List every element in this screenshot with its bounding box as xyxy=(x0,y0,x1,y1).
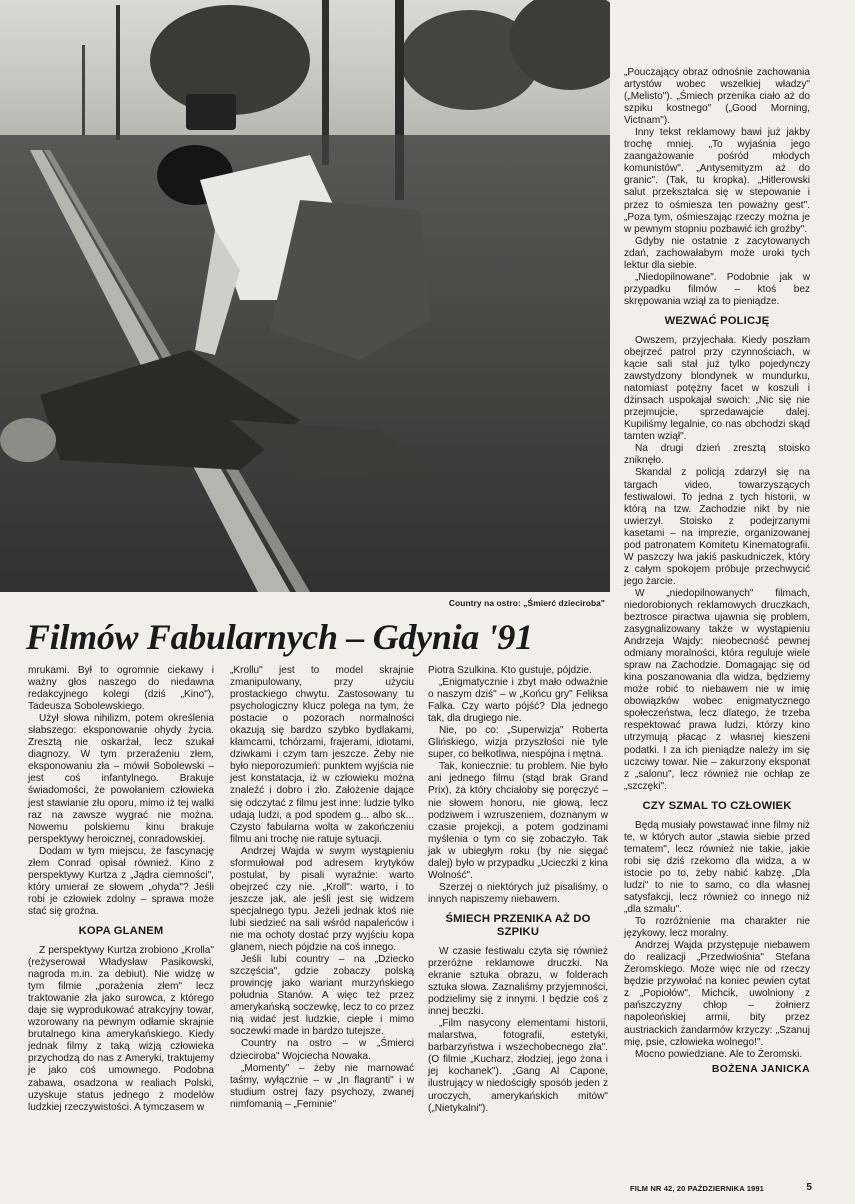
paragraph: Country na ostro – w „Śmierci dzieciroba" Wojciecha Nowaka. xyxy=(230,1038,414,1062)
paragraph: To rozróżnienie ma charakter nie językowy, lecz moralny. xyxy=(624,916,810,940)
article-photo xyxy=(0,0,610,592)
paragraph: Mocno powiedziane. Ale to Żeromski. xyxy=(635,1048,803,1060)
photo-caption: Country na ostro: „Śmierć dzieciroba" xyxy=(448,598,605,608)
section-heading: KOPA GLANEM xyxy=(78,924,164,937)
issue-info: FILM NR 42, 20 PAŹDZIERNIKA 1991 xyxy=(630,1184,765,1193)
paragraph: mrukami. Był to ogromnie ciekawy i ważny głos naszego do niedawna redakcyjnego kolegi (dziś „Kino"), Tadeusza Sobolewskiego. xyxy=(28,665,214,713)
paragraph: Inny tekst reklamowy bawi już jakby trochę mniej. „To wyjaśnia jego zaangażowanie pośród młodych komunistów". „Antysemityzm aż do granic". (Tak, tu kropka). „Hitlerowski salut przekształca się w stepowanie i przez to ośmiesza ten poważny gest". „Poza tym, ośmieszając rzeczy można je w pewnym stopniu pozbawić ich groźby". xyxy=(624,127,810,235)
paragraph: Będą musiały powstawać inne filmy niż te, w których autor „stawia siebie przed tematem", lecz również nie takie, jakie robi się dziś rzekomo dla widza, a w istocie po to, żeby nabić kabzę. „Dla ludzi" to nie to samo, co dla własnej satysfakcji, lecz również co innego niż „dla szmalu". xyxy=(624,819,810,916)
paragraph: „Pouczający obraz odnośnie zachowania artystów wobec wszelkiej władzy" („Melisto"). „Śmiech przenika ciało aż do szpiku kostnego" („Good Morning, Victnam"). xyxy=(624,67,810,127)
paragraph: „Niedopilnowane". Podobnie jak w przypadku filmów – ktoś bez skrępowania wziął za to pieniądze. xyxy=(624,271,810,307)
paragraph: „Enigmatycznie i zbyt mało odważnie o naszym dziś" – w „Końcu gry" Feliksa Falka. Czy warto pójść? Dla jednego tak, dla drugiego nie. xyxy=(428,677,608,725)
paragraph: Andrzej Wajda przystępuje niebawem do realizacji „Przedwiośnia" Stefana Żeromskiego. Może więc nie od rzeczy będzie przywołać na koniec pewien cytat z „Popiołów". Michcik, uwolniony z pańszczyzny chłop – żołnierz napoleońskiej armii, bity przez austriackich żandarmów krzyczy: „Szanuj mię, psie, człowieka wolnego!". xyxy=(624,940,810,1048)
paragraph: Nie, po co: „Superwizja" Roberta Glińskiego, wizja przyszłości nie tyle super, co bełkotliwa, niespójna i mętna. xyxy=(428,725,608,761)
paragraph: Z perspektywy Kurtza zrobiono „Krolla" (reżyserował Władysław Pasikowski, nagroda m.in. za debiut). Nie widzę w tym filmie „porażenia złem" lecz traktowanie zła jako surowca, z którego daje się wyprodukować atrakcyjny towar, wzorowany na pewnym odłamie skrajnie brutalnego kina amerykańskiego. Kiedy jednak filmy z taką wizją człowieka przychodzą do nas z Ameryki, traktujemy je jako coś umownego. Podobna zabawa, osadzona w realiach Polski, uzyskuje status jednego z modelów ludzkiej rzeczywistości. A tymczasem w xyxy=(28,944,214,1113)
article-column-3 xyxy=(428,665,608,1115)
page-footer xyxy=(630,1184,812,1193)
paragraph: Piotra Szulkina. Kto gustuje, pójdzie. xyxy=(428,665,592,676)
section-heading: ŚMIECH PRZENIKA AŻ DO SZPIKU xyxy=(445,912,591,938)
article-column-2 xyxy=(230,665,414,1111)
paragraph: Gdyby nie ostatnie z zacytowanych zdań, zachowałabym może uroki tych lektur dla siebie. xyxy=(624,235,810,271)
article-column-4 xyxy=(624,67,810,1076)
paragraph: Szerzej o niektórych już pisaliśmy, o innych napiszemy niebawem. xyxy=(428,881,608,905)
paragraph: „Film nasycony elementami historii, malarstwa, fotografii, estetyki, barbarzyństwa i wszechobecnego zła". (O filmie „Kucharz, złodziej, jego żona i jej kochanek"). „Gang Al Capone, ilustrujący w niedościgły sposób jeden z uroczych, amerykańskich mitów" („Nietykalni"). xyxy=(428,1018,608,1114)
paragraph: Jeśli lubi country – na „Dziecko szczęścia", gdzie zobaczy polską prowincję jako wariant murzyńskiego południa Stanów. A więc też przez amerykańską soczewkę, lecz to co przez nią widać jest ludzkie, ciepłe i mimo soczewki made in bardzo tutejsze. xyxy=(230,954,414,1038)
article-column-1 xyxy=(28,665,214,1114)
article-headline: Filmów Fabularnych – Gdynia '91 xyxy=(26,617,533,657)
paragraph: Skandal z policją zdarzył się na targach video, towarzyszących festiwalowi. To jedna z tych historii, w którą na tzw. Zachodzie nikt by nie uwierzył. Stoisko z podejrzanymi kasetami – na imprezie, organizowanej pod patronatem Komitetu Kinematografii. W paszczy lwa jakiś paskudniczek, który z całym spokojem próbuje przechwycić jego żarcie. xyxy=(624,467,810,587)
paragraph: „Momenty" – żeby nie marnować taśmy, wyłącznie – w „In flagranti" i w studium ostrej fazy psychozy, zwanej nimfomanią – „Feminie" xyxy=(230,1062,414,1110)
photo-illustration xyxy=(0,0,610,592)
paragraph: Owszem, przyjechała. Kiedy poszłam obejrzeć patrol przy czynnościach, w kącie sali stał już tylko pojedynczy zawstydzony blondynek w mundurku, natomiast potężny facet w koszuli i dżinsach uspokajał swoich: „Nic się nie przejmujcie, sprzedawajcie dalej. Kupiliśmy legalnie, co nas obchodzi skąd tamten wziął". xyxy=(624,334,810,443)
paragraph: Na drugi dzień zresztą stoisko zniknęło. xyxy=(624,443,810,467)
author-signature: BOŻENA JANICKA xyxy=(711,1063,810,1075)
paragraph: W czasie festiwalu czyta się również przeróżne reklamowe druczki. Na ekranie sztuka obrazu, w folderach sztuka słowa. Zaznaliśmy przyjemności, podzielimy się z innymi. I będzie coś z innej beczki. xyxy=(428,945,608,1018)
paragraph: „Krollu" jest to model skrajnie zmanipulowany, przy użyciu prostackiego chwytu. Zastosowany tu psychologiczny klucz polega na tym, że postacie o pozorach normalności okazują się bardzo szybko bydlakami, kłamcami, tchórzami, frajerami, idiotami, dziwkami i czym tam jeszcze. Żeby nie było nieporozumień: punktem wyjścia nie jest konstatacja, iż w człowieku można znaleźć i dobro i zło. Założenie dające się odczytać z filmu jest inne: ludzie tylko udają ludzi, a pod spodem g... albo sk... Czysto fabularna wolta w zakończeniu filmu ani trochę nie ratuje sytuacji. xyxy=(230,665,414,845)
page-number: 5 xyxy=(806,1182,812,1193)
section-heading: WEZWAĆ POLICJĘ xyxy=(664,314,770,327)
section-heading: CZY SZMAL TO CZŁOWIEK xyxy=(642,799,792,812)
paragraph: Dodam w tym miejscu, że fascynację złem Conrad opisał również. Kino z perspektywy Kurtza z „Jądra ciemności", który umierał ze słowem „ohyda"? Jeśli robi je człowiek zdolny – sprawa może stać się groźna. xyxy=(28,845,214,917)
paragraph: Tak, koniecznie: tu problem. Nie było ani jednego filmu (stąd brak Grand Prix), za który chciałoby się poręczyć – nie słowem honoru, nie głową, lecz podziwem i wzruszeniem, doznanym w czasie projekcji, a potem godzinami myślenia o tym co się zobaczyło. Tak jak w ubiegłym roku (by nie sięgać dalej) było w przypadku „Ucieczki z kina Wolność". xyxy=(428,761,608,881)
paragraph: W „niedopilnowanych" filmach, niedorobionych reklamowych druczkach, beztrosce piractwa ujawnia się problem, zasygnalizowany także w wystąpieniu Andrzeja Wajdy: nieobecność pewnej odmiany moralności, która reguluje wiele spraw na Zachodzie. Domagając się od kina poszanowania dla widza, będziemy może robić to niebawem nie w imię obowiązków wobec enigmatycznego społeczeństwa, lecz dlatego, że trzeba respektować prawa ludzi, którzy kino utrzymują płacąc z własnej kieszeni podatki. I za ich pieniądze należy im się uczciwy towar. Nie – zakurzony eksponat z „salonu", lecz również nie ochłap ze „szczęki". xyxy=(624,587,810,792)
paragraph: Użył słowa nihilizm, potem określenia słabszego: eksponowanie ohydy życia. Zresztą nie oskarżał, lecz szukał diagnozy. W tym przeraźeniu złem, eksponowaniu zła – mówił Sobolewski – jest coś infantylnego. Brakuje świadomości, że powołaniem człowieka jest stawianie złu oporu, mimo iż tej walki raz na zawsze wygrać nie można. Nowemu polskiemu kinu brakuje perspektywy heroicznej, conradowskiej. xyxy=(28,713,214,845)
paragraph: Andrzej Wajda w swym wystąpieniu sformułował pod adresem krytyków postulat, by pisali wyraźnie: warto obejrzeć czy nie. „Kroll": warto, i to jeszcze jak, ale jeśli jest się widzem specjalnego typu. Jeżeli jednak ktoś nie lubi siedzieć na sali wśród napaleńców i nie ma ochoty dostać przy wyjściu kopa glanem, niech pójdzie na coś innego. xyxy=(230,845,414,954)
